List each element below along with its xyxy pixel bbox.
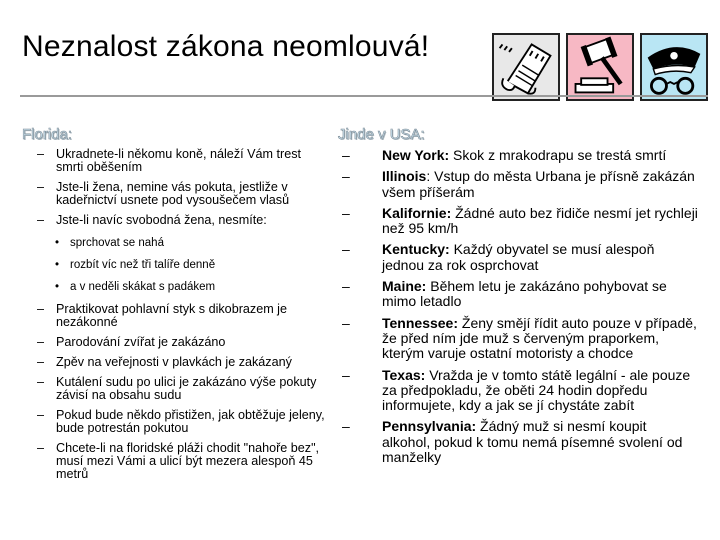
law-text: Žádné auto bez řidiče nesmí jet rychleji než 95 km/h — [382, 204, 698, 237]
list-item: – Chcete-li na floridské pláži chodit "nahoře bez", musí mezi Vámi a ulicí být mezera alespoň 45 metrů — [36, 442, 328, 481]
list-item: – Kutálení sudu po ulici je zakázáno výše pokuty závisí na obsahu sudu — [36, 376, 328, 402]
list-item: – Jste-li navíc svobodná žena, nesmíte: — [36, 214, 328, 227]
sub-list-item: • sprchovat se nahá — [36, 237, 328, 249]
usa-heading: Jinde v USA: — [338, 126, 425, 143]
list-item: – Pokud bude někdo přistižen, jak obtěžuje jeleny, bude potrestán pokutou — [36, 409, 328, 435]
list-item — [340, 169, 698, 200]
florida-sublist — [36, 237, 328, 293]
law-text: Vražda je v tomto státě legální - ale pouze za předpokladu, že oběti 24 hodin dopředu informujete, kdy a jak se jí chystáte zabít — [382, 366, 691, 414]
list-item — [340, 148, 698, 163]
law-text: Žádný muž si nesmí koupit alkohol, pokud k tomu nemá písemné svolení od manželky — [382, 418, 683, 466]
state-name: Kalifornie: — [382, 204, 452, 221]
list-item: – Parodování zvířat je zakázáno — [36, 336, 328, 349]
list-item — [340, 368, 698, 414]
florida-heading: Florida: — [22, 126, 73, 143]
law-text: Každý obyvatel se musí alespoň jednou za rok osprchovat — [382, 241, 655, 273]
list-item — [340, 279, 698, 310]
law-text: Ženy smějí řídit auto pouze v případě, že před ním jde muž s červeným praporkem, kterým varuje ostatní motoristy a chodce — [382, 314, 697, 362]
state-name: Maine: — [382, 278, 427, 295]
sub-list-item: • a v neděli skákat s padákem — [36, 281, 328, 293]
slide-title: Neznalost zákona neomlouvá! — [22, 30, 430, 63]
florida-laws-list — [36, 148, 328, 488]
law-text: Během letu je zakázáno pohybovat se mimo letadlo — [382, 278, 667, 310]
police-cap-handcuffs-icon — [640, 33, 708, 101]
law-scroll-icon — [492, 33, 560, 101]
list-item — [340, 242, 698, 273]
list-item: – Jste-li žena, nemine vás pokuta, jestliže v kadeřnictví usnete pod vysoušečem vlasů — [36, 181, 328, 207]
usa-laws-list — [340, 148, 698, 471]
law-text: Skok z mrakodrapu se trestá smrtí — [449, 147, 667, 163]
list-item: – Praktikovat pohlavní styk s dikobrazem je nezákonné — [36, 303, 328, 329]
gavel-icon — [566, 33, 634, 101]
list-item: – Ukradnete-li někomu koně, náleží Vám trest smrti oběšením — [36, 148, 328, 174]
list-item — [340, 419, 698, 465]
law-text: : Vstup do města Urbana je přísně zakázán všem příšerám — [382, 168, 695, 200]
sub-list-item: • rozbít víc než tři talíře denně — [36, 259, 328, 271]
state-name: Illinois — [382, 168, 427, 185]
title-divider — [20, 95, 708, 97]
list-item: – Zpěv na veřejnosti v plavkách je zakázaný — [36, 356, 328, 369]
state-name: Texas: — [382, 366, 426, 383]
state-name: Kentucky: — [382, 241, 450, 258]
list-item — [340, 316, 698, 362]
list-item — [340, 206, 698, 237]
state-name: Tennessee: — [382, 314, 458, 331]
state-name: Pennsylvania: — [382, 418, 477, 435]
state-name: New York: — [382, 147, 450, 163]
